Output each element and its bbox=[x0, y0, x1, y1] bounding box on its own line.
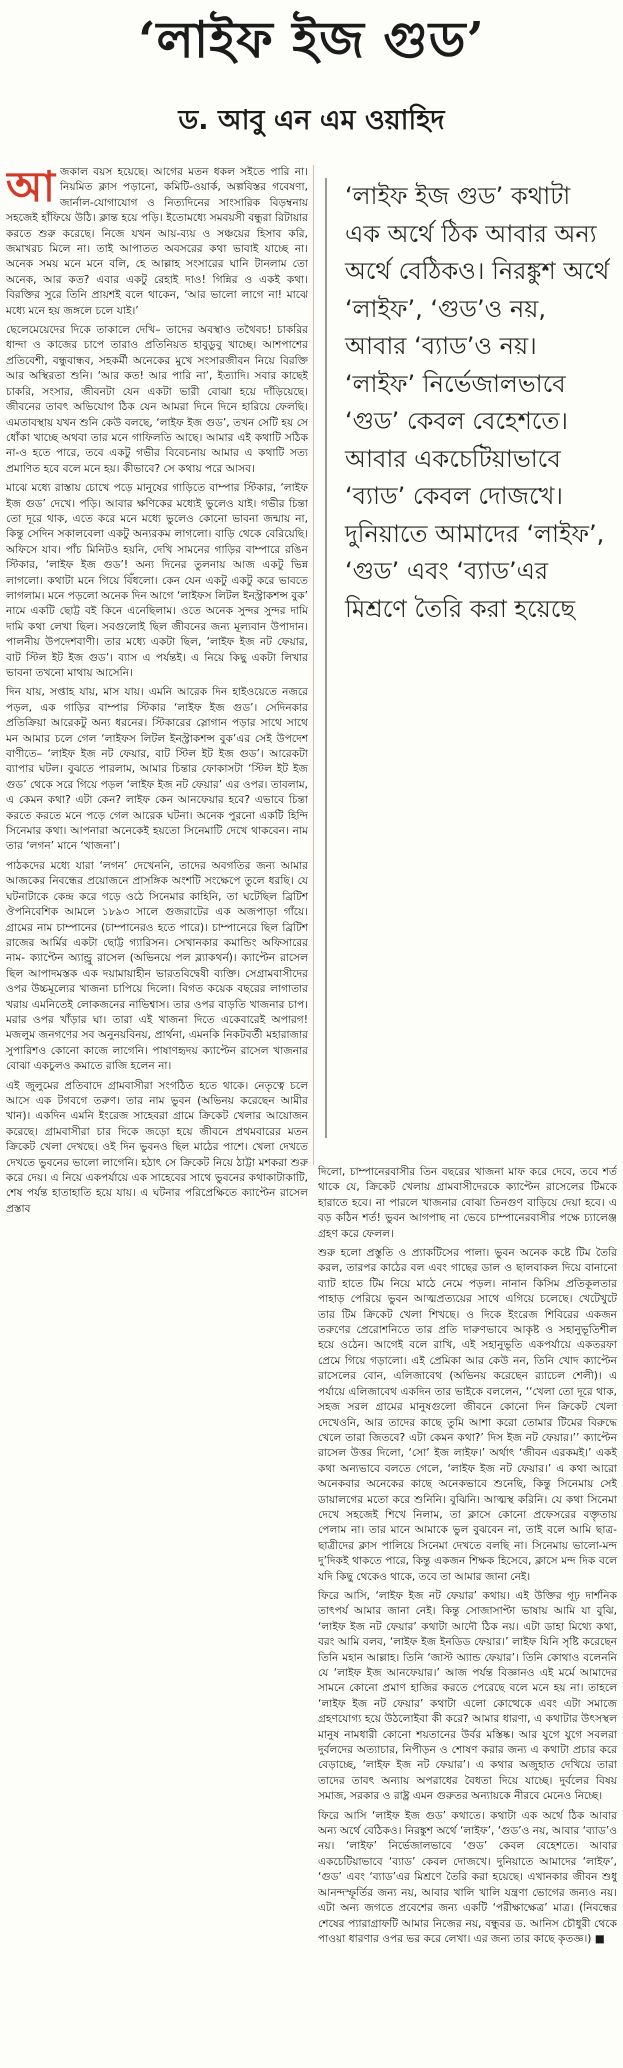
article-author: ড. আবু এন এম ওয়াহিদ bbox=[178, 105, 445, 136]
end-mark: ■ bbox=[594, 1932, 605, 1945]
pull-quote-text: ‘লাইফ ইজ গুড’ কথাটা এক অর্থে ঠিক আবার অন্য অর্থে বেঠিকও। নিরঙ্কুশ অর্থে ‘লাইফ’, ‘গুড’ও নয়, আবার ‘ব্যাড’ও নয়। ‘লাইফ’ নির্ভেজালভাবে ‘গুড’ কেবল বেহেশতে। আবার একচেটিয়াভাবে ‘ব্যাড’ কেবল দোজখে। দুনিয়াতে আমাদের ‘লাইফ’, ‘গুড’ এবং ‘ব্যাড’এর মিশ্রণে তৈরি করা হয়েছে bbox=[345, 182, 610, 623]
paragraph bbox=[6, 165, 308, 319]
paragraph: শুরু হলো প্রস্তুতি ও প্র্যাকটিসের পালা। ভুবন অনেক কষ্টে টিম তৈরি করল, তারপর কাঠের বল এবং গাছের ডাল ও ছালবাকল দিয়ে বানানো ব্যাট হাতে টিম নিয়ে মাঠে নেমে পড়ল। নানান কিসিম প্রতিকূলতার পাহাড় পেরিয়ে ভুবন আত্মপ্রত্যয়ের সাথে এগিয়ে চলেছে। খেটেখুটে তার টিম ক্রিকেট খেলা শিখছে। ও দিকে ইংরেজ শিবিরের একজন তরুণের প্রেরোশনিতে তার প্রতি দারুণভাবে আকৃষ্ট ও সহানুভূতিশীল হয়ে ওঠেন। আগেই বলে রাখি, এই সহানুভূতি একপর্যায়ে একতরফা প্রেমে গিয়ে গড়ালো। এই প্রেমিকা আর কেউ নন, তিনি খোদ ক্যাপ্টেন রাসেলের বোন, এলিজাবেথ (অভিনয় করেছেন র‌্যাচেল শেলী)। এ পর্যায়ে এলিজাবেথ একদিন তার ভাইকে বললেন, ‘‘খেলা তো দূরে থাক, সহজ সরল গ্রামের মানুষগুলো জীবনে কোনো দিন ক্রিকেট খেলা দেখেওনি, আর তাদের কাছে তুমি আশা করো তোমার টিমের বিরুদ্ধে খেলে তারা জিতবে? এটা কেমন কথা?’ দিস ইজ নট ফেয়ার।’’ ক্যাপ্টেন রাসেল উত্তর দিলো, ‘সো’ ইজ লাইফ।’ অর্থাৎ ‘জীবন এরকমই।’ একই কথা অন্যভাবে বলতে গেলে, ‘লাইফ ইজ নট ফেয়ার।’ এ কথা আরো অনেকবার অনেকের কাছে অনেকভাবে শুনেছি, কিন্তু সিনেমায় সেই ডায়ালগের মতো করে শুনিনি। বুঝিনি। আত্মস্থ করিনি। যে কথা সিনেমা দেখে সহজেই শিখে নিলাম, তা ক্লাসে কোনো প্রফেসরের বক্তৃতায় পেলাম না। তার মানে আমাকে ভুল বুঝবেন না, তাই বলে আমি ছাত্র-ছাত্রীদের ক্লাস পালিয়ে সিনেমা দেখতে বলছি না। সিনেমায় ভালো-মন্দ দু’দিকই থাকতে পারে, কিন্তু একজন শিক্ষক হিসেবে, ক্লাসে মন্দ দিক বলে যদি কিছু থেকেও থাকে, তবে তা আমার জানা নেই। bbox=[318, 1247, 617, 1583]
pull-quote-rule bbox=[325, 178, 327, 1138]
paragraph bbox=[318, 1809, 617, 1948]
paragraph: মাঝে মধ্যে রাস্তায় চোখে পড়ে মানুষের গাড়িতে বাম্পার স্টিকার, ‘লাইফ ইজ গুড’ দেখে। পড়ি। আবার ক্ষণিকের মধ্যেই ভুলেও যাই। গভীর চিন্তা তো দূরে থাক, এতে করে মনে মধ্যে ভুলেও কোনো ভাবনা জন্মায় না, কিন্তু সেদিন সকালবেলা একটু অন্যরকম লাগলো। বাড়ি থেকে বেরিয়েছি। অফিসে যাব। পাঁচ মিনিটও হয়নি, দেখি সামনের গাড়ির বাম্পারে রঙিন স্টিকার, ‘লাইফ ইজ গুড’! অন্য দিনের তুলনায় আজ একটু ভিন্ন লাগলো। কথাটা মনে গিয়ে বিঁধলো। কেন যেন একটু একটু করে ভাবতে লাগলাম। মনে পড়লো অনেক দিন আগে ‘লাইফস লিটল ইনস্ট্রাকশন্স বুক’ নামে একটি ছোট্ট বই কিনে এনেছিলাম। ওতে অনেক সুন্দর সুন্দর দামি দামি কথা লেখা ছিল। সবগুলোই ছিল জীবনের জন্য মূল্যবান উপাদান। পালনীয় উপদেশবাণী। তার মধ্যে একটা ছিল, ‘লাইফ ইজ নট ফেয়ার, বাট স্টিল ইট ইজ গুড’। ব্যাস এ পর্যন্তই। এ নিয়ে কিছু একটা লিখার ভাবনা তখনো মাথায় আসেনি। bbox=[6, 482, 308, 679]
paragraph: দিন যায়, সপ্তাহ যায়, মাস যায়। এমনি আরেক দিন হাইওয়েতে নজরে পড়ল, এক গাড়ির বাম্পার স্টিকার ‘লাইফ ইজ গুড’। সেদিনকার প্রতিক্রিয়া আরেকটু অন্য ধরনের। স্টিকারের স্লোগান পড়ার সাথে সাথে মন আমার চলে গেল ‘লাইফস লিটল ইনস্ট্রাকশন্স বুক’এর সেই উপদেশ বাণীতে– ‘লাইফ ইজ নট ফেয়ার, বাট স্টিল ইট ইজ গুড’। আরেকটা ব্যাপার ঘটল। বুঝতে পারলাম, আমার চিন্তার ফোকাসটা ‘স্টিল ইট ইজ গুড’ থেকে সরে গিয়ে পড়ল ‘লাইফ ইজ নট ফেয়ার’ এর ওপর। তাবলাম, এ কেমন কথা? এটা কেন? লাইফ কেন আনফেয়ার হবে? এভাবে চিন্তা করতে করতে মনে পড়ে গেল আরেক ঘটনা। অনেক পুরনো একটি হিন্দি সিনেমার কথা। আপনারা অনেকেই হয়তো সিনেমাটি দেখে থাকবেন। নাম তার ‘লগন’ মানে ‘খাজনা’। bbox=[6, 686, 308, 853]
paragraph: ফিরে আসি, ‘লাইফ ইজ নট ফেয়ার’ কথায়। এই উক্তির গূঢ় দার্শনিক তাৎপর্য আমার জানা নেই। কিন্তু সোজাসাপ্টা ভাষায় আমি যা বুঝি, ‘লাইফ ইজ নট ফেয়ার’ কথাটা আদৌ ঠিক নয়। এটা ডাহা মিথ্যে কথা, বরং আমি বলব, ‘লাইফ ইজ ইনডিড ফেয়ার।’ লাইফ যিনি সৃষ্টি করেছেন তিনি মহান আল্লাহ। তিনি ‘জাস্ট অ্যান্ড ফেয়ার’। তিনি কোথাও বলেননি যে ‘লাইফ ইজ আনফেয়ার।’ আজ পর্যন্ত বিজ্ঞানও এই মর্মে আমাদের সামনে কোনো প্রমাণ হাজির করতে পেরেছে বলে মনে হয় না। তাহলে ‘লাইফ ইজ নট ফেয়ার’ কথাটা এলো কোত্থেকে এবং এটা সমাজে গ্রহণযোগ্য হয়ে উঠলোইবা কী করে? আমার ধারণা, এ কথাটার উৎসস্থল মানুষ নামধারী কোনো শয়তানের উর্বর মস্তিষ্ক। আর যুগে যুগে সবলরা দুর্বলদের অত্যাচার, নিপীড়ন ও শোষণ করার জন্য এ কথাটা প্রচার করে বেড়াচ্ছে, ‘লাইফ ইজ নট ফেয়ার’। এ কথার অজুহাত দেখিয়ে তারা তাদের তাবৎ অন্যায় অপরাধের বৈধতা দিয়ে যাচ্ছে। দুর্বলের বিষয় সমাজ, সরকার ও রাষ্ট্র এমন গুরুতর অন্যায়কে নীরবে মেনেও নিচ্ছে। bbox=[318, 1589, 617, 1803]
paragraph-text: জকাল বয়স হয়েছে। আগের মতন ধকল সইতে পারি না। নিয়মিত ক্লাস পড়ানো, কমিটি-ওয়ার্ক, অল্পবিস্তর গবেষণা, জার্নাল-যোগাযোগ ও নিত্যদিনের সাংসারিক বিড়ম্বনায় সহজেই হাঁফিয়ে উঠি। ক্লান্ত হয়ে পড়ি। ইতোমধ্যে সমবয়সী বন্ধুরা রিটায়ার করতে শুরু করেছে। নিজে যখন আয়-ব্যয় ও সঞ্চয়ের হিসাব করি, জমাখরচ মিলে না। তাই আপাতত অবসরের কথা ভাবাই যাচ্ছে না। অনেক সময় মনে মনে বলি, হে আল্লাহ সংসারের ঘানি টানলাম তো অনেক, আর কত? এবার একটু রেহাই দাও! গিন্নির ও একই কথা। বিরক্তির সুরে তিনি প্রায়শই বলে থাকেন, ‘আর ভালো লাগে না! মাঝে মধ্যে মনে হয় জঙ্গলে চলে যাই।’ bbox=[6, 166, 308, 317]
paragraph-text: ফিরে আসি ‘লাইফ ইজ গুড’ কথাতে। কথাটা এক অর্থে ঠিক আবার অন্য অর্থে বেঠিকও। নিরঙ্কুশ অর্থে ‘লাইফ’, ‘গুড’ও নয়, আবার ‘ব্যাড’ও নয়। ‘লাইফ’ নির্ভেজালভাবে ‘গুড’ কেবল বেহেশতে। আবার একচেটিয়াভাবে ‘ব্যাড’ কেবল দোজখে। দুনিয়াতে আমাদের ‘লাইফ’, ‘গুড’ এবং ‘ব্যাড’এর মিশ্রণে তৈরি করা হয়েছে। এখানকার জীবন শুধু আনন্দস্ফূর্তির জন্য নয়, আবার খালি খালি যন্ত্রণা ভোগের জন্যও নয়। এটা অন্য জগতে প্রবেশের জন্য একটি ‘পরীক্ষাক্ষেত্র’ মাত্র। (নিবন্ধের শেষের প্যারাগ্রাফটি আমার নিজের নয়, বন্ধুবর ড. আনিস চৌধুরী থেকে পাওয়া ধারণার ওপর ভর করে লেখা। এর জন্য তার কাছে কৃতজ্ঞ।) bbox=[318, 1809, 617, 1945]
paragraph: দিলো, চাম্পানেরবাসীর তিন বছরের খাজনা মাফ করে দেবে, তবে শর্ত থাকে যে, ক্রিকেট খেলায় গ্রামবাসীদেরকে ক্যাপ্টেন রাসেলের টিমকে হারাতে হবে। না পারলে খাজনার বোঝা তিনগুণ বাড়িয়ে দেয়া হবে। এ বড় কঠিন শর্ত! ভুবন আগপাছ না ভেবে চাম্পানেরবাসীর পক্ষে চ্যালেঞ্জ গ্রহণ করে ফেলল। bbox=[318, 1166, 617, 1240]
pull-quote bbox=[325, 178, 610, 1138]
paragraph: পাঠকদের মধ্যে যারা ‘লগন’ দেখেননি, তাদের অবগতির জন্য আমার আজকের নিবন্ধের প্রয়োজনে প্রাসঙ্গিক অংশটি সংক্ষেপে তুলে ধরছি। যে ঘটনাটাকে কেন্দ্র করে গড়ে ওঠে সিনেমার কাহিনি, তা ঘটেছিল ব্রিটিশ ঔপনিবেশিক আমলে ১৮৯৩ সালে গুজরাটের এক অজপাড়া গাঁয়ে। গ্রামের নাম চাম্পানের (চাম্পানেরও হতে পারে)। চাম্পানেরে ছিল ব্রিটিশ রাজের আর্মির একটা ছোট্ট গ্যারিসন। সেখানকার কমান্ডিং অফিসারের নাম- ক্যাপ্টেন অ্যান্ড্রু রাসেল (অভিনয়ে পল ব্ল্যাকথর্ন)। ক্যাপ্টেন রাসেল ছিল আপাদমস্তক এক দয়ামায়াহীন ভারতবিদ্বেষী ব্যক্তি। সেগ্রামবাসীদের ওপর উচ্চমূল্যের খাজনা চাপিয়ে দিলো। বিগত কয়েক বছরের লাগাতার খরায় এমনিতেই লোকজনের নাভিশ্বাস। তার ওপর বাড়তি খাজনার চাপ। মরার ওপর খাঁড়ার ঘা। তারা এই খাজনা দিতে একেবারেই অপারগ! মজলুম জনগণের সব অনুনয়বিনয়, প্রার্থনা, এমনকি নিকটবর্তী মহারাজার সুপারিশও কোনো কাজে লাগেনি। পাষাণহৃদয় ক্যাপ্টেন রাসেল খাজনার বোঝা একচুলও কমাতে রাজি হলেন না। bbox=[6, 859, 308, 1073]
column-divider bbox=[313, 165, 314, 1165]
drop-cap: আ bbox=[6, 165, 55, 211]
article-title: ‘লাইফ ইজ গুড’ bbox=[138, 10, 485, 69]
paragraph: ছেলেমেয়েদের দিকে তাকালে দেখি– তাদের অবস্থাও তথৈবচ! চাকরির ধান্দা ও কাজের চাপে তারাও প্রতিনিয়ত হাবুডুবু খাচ্ছে। আশপাশের প্রতিবেশী, বন্ধুবান্ধব, সহকর্মী অনেকের মুখে সংসারজীবন নিয়ে বিরক্তি আর অস্থিরতা শুনি। ‘আর কত! আর পারি না’, ইত্যাদি। সবার কাছেই চাকরি, সংসার, জীবনটা যেন একটা ভারী বোঝা হয়ে দাঁড়িয়েছে। জীবনের তাবৎ অভিযোগ ঠিক যেন আমরা দিনে দিনে হারিয়ে ফেলছি। এমতাবস্থায় যখন শুনি কেউ বলছে, ‘লাইফ ইজ গুড’, তখন সেটি হয় সে ধোঁকা খাচ্ছে অথবা তার মনে গাফিলতি আছে। আমার এই কথাটি সঠিক না-ও হতে পারে, তবে একটু গভীর বিবেচনায় আমার এ কথাটি সত্য প্রমাণিত হবে বলে মনে হয়। কীভাবে? সে কথায় পরে আসব। bbox=[6, 324, 308, 475]
paragraph: এই জুলুমের প্রতিবাদে গ্রামবাসীরা সংগঠিত হতে থাকে। নেতৃত্বে চলে আসে এক টগবগে তরুণ। তার নাম ভুবন (অভিনয় করেছেন আমীর খান)। একদিন এমনি ইংরেজ সাহেবরা গ্রামে ক্রিকেট খেলার আয়োজন করেছে। গ্রামবাসীরা চার দিকে জড়ো হয়ে জীবনে প্রথমবারের মতন ক্রিকেট খেলা দেখছে। ওই দিন ভুবনও ছিল মাঠের পাশে। খেলা দেখতে দেখতে ভুবনের ভালো লাগেনি। হঠাৎ সে ক্রিকেট নিয়ে ঠাট্টা মশকরা শুরু করে দেয়। এ নিয়ে একপর্যায়ে এক সাহেবের সাথে ভুবনের কথাকাটাকাটি, শেষ পর্যন্ত হাতাহাতি হয়ে যায়। এ ঘটনার পরিপ্রেক্ষিতে ক্যাপ্টেন রাসেল প্রস্তাব bbox=[6, 1079, 308, 1215]
article-column-right bbox=[318, 1165, 617, 2060]
article-column-left bbox=[6, 165, 308, 2060]
